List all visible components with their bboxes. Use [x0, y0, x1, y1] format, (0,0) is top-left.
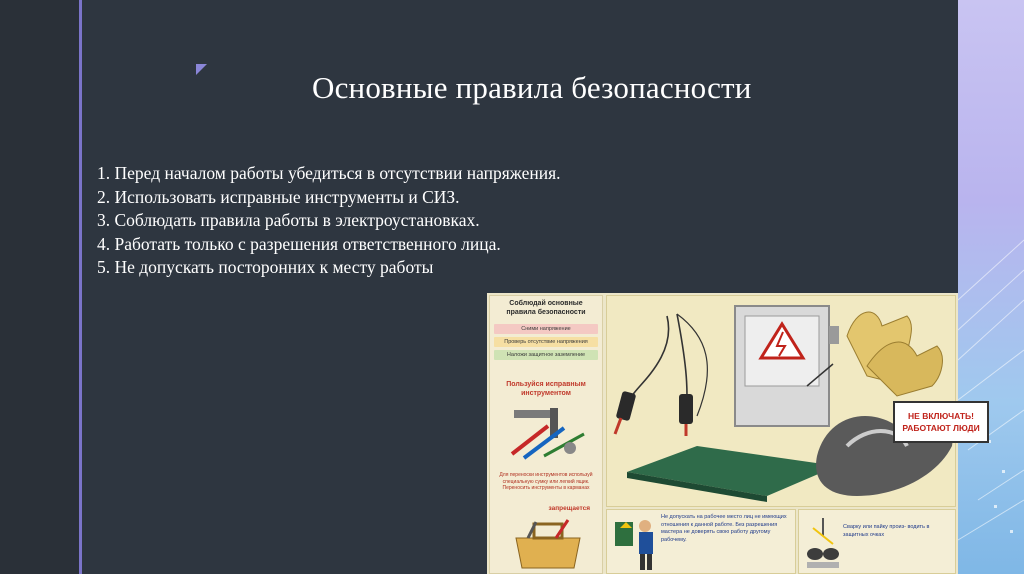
electrical-panel-icon: [735, 306, 839, 426]
toolbox-icon: [510, 518, 586, 570]
rule-item: 2. Использовать исправные инструменты и СИЗ.: [97, 186, 460, 207]
triangle-corner-icon: [196, 64, 207, 75]
bottom-right-text: Сварку или пайку произ- водить в защитных очках: [843, 524, 930, 538]
slide-title: Основные правила безопасности: [312, 70, 752, 105]
sign-line1: НЕ ВКЛЮЧАТЬ!: [908, 411, 974, 421]
decor-lines-icon: [958, 0, 1024, 574]
poster-bottom-left: [606, 509, 796, 574]
dielectric-gloves-icon: [847, 312, 942, 396]
rules-list: [97, 162, 697, 280]
safety-poster-image: [487, 293, 980, 574]
right-decor-strip: [958, 0, 1024, 574]
rule-item: 4. Работать только с разрешения ответственного лица.: [97, 233, 501, 254]
poster-bar: Сними напряжение: [494, 324, 598, 334]
welding-goggles-icon: [803, 516, 843, 572]
poster-bottom-right: [798, 509, 956, 574]
rule-item: 3. Соблюдать правила работы в электроустановках.: [97, 210, 480, 230]
tools-note: Для переноски инструментов используй специальную сумку или легкий ящик. Переносить инструменты в карманах: [499, 472, 593, 491]
poster-bar: Наложи защитное заземление: [494, 350, 598, 360]
sign-line2: РАБОТАЮТ ЛЮДИ: [902, 423, 980, 433]
tools-icon: [504, 404, 592, 462]
poster-bar: Проверь отсутствие напряжения: [494, 337, 598, 347]
tools-forbidden: запрещается: [548, 505, 590, 512]
poster-left-column: [489, 295, 603, 574]
rule-item: 1. Перед началом работы убедиться в отсутствии напряжения.: [97, 163, 561, 183]
worker-icon: [613, 514, 659, 572]
tools-title: Пользуйся исправным инструментом: [506, 381, 586, 397]
rubber-mat-icon: [627, 446, 837, 502]
do-not-switch-sign: [893, 401, 989, 443]
bottom-left-text: Не допускать на рабочее место лиц не имеющих отношения к данной работе. Без разрешения мастера не доверять свою работу другому рабочему.: [661, 514, 787, 543]
poster-main-panel: [606, 295, 980, 507]
left-band: [0, 0, 80, 574]
rule-item: 5. Не допускать посторонних к месту работы: [97, 257, 434, 277]
poster-header: Соблюдай основные правила безопасности: [506, 300, 586, 316]
voltage-tester-icon: [615, 314, 707, 436]
